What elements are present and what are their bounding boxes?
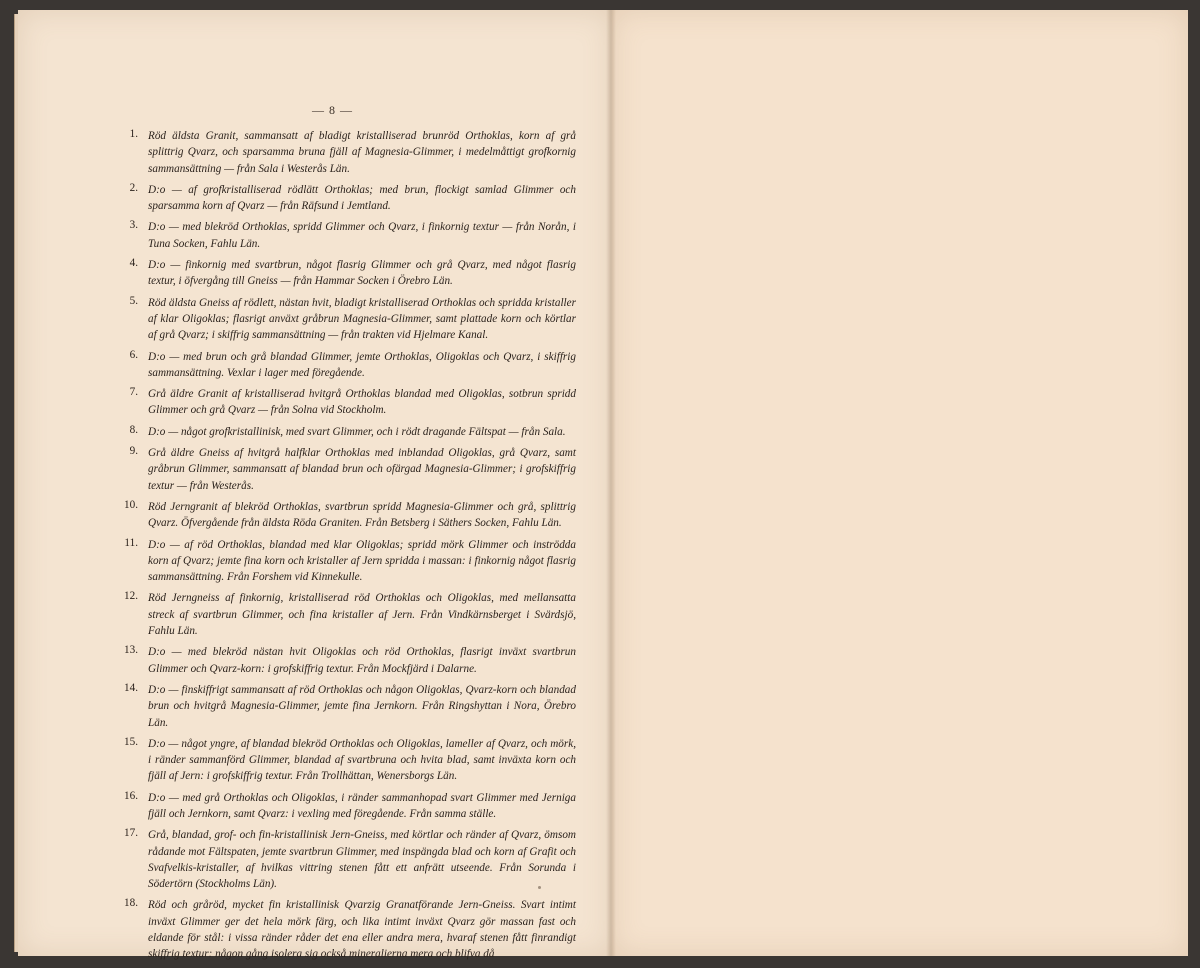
- specimen-entry: [118, 827, 576, 892]
- entry-text: D:o — med blekröd nästan hvit Oligoklas och röd Orthoklas, flasrigt inväxt svartbrun Glimmer och Qvarz-korn: i grofskiffrig textur. Från Mockfjärd i Dalarne.: [148, 646, 576, 675]
- entry-number: 10.: [124, 498, 138, 511]
- entry-number: 5.: [129, 294, 138, 307]
- entry-text: Röd Jerngneiss af finkornig, kristalliserad röd Orthoklas och Oligoklas, med mellansatta streck af svartbrun Glimmer, och fina kristaller af Jern. Från Vindkärnsberget i Svärdsjö, Fahlu Län.: [148, 592, 576, 638]
- entry-number: 16.: [124, 789, 138, 802]
- entry-number: 15.: [124, 735, 138, 748]
- entry-text: D:o — med grå Orthoklas och Oligoklas, i ränder sammanhopad svart Glimmer med Jerniga fjäll och Jernkorn, samt Qvarz: i vexling med föregående. Från samma ställe.: [148, 791, 576, 820]
- right-page-blank: [612, 10, 1188, 956]
- entry-number: 18.: [124, 897, 138, 910]
- book-gutter: [606, 10, 616, 956]
- entry-number: 8.: [129, 423, 138, 436]
- specimen-entry: [118, 499, 576, 532]
- entry-text: D:o — af grofkristalliserad rödlätt Orthoklas; med brun, flockigt samlad Glimmer och sparsamma korn af Qvarz — från Räfsund i Jemtland.: [148, 183, 576, 213]
- entry-text: D:o — finkornig med svartbrun, något flasrig Glimmer och grå Qvarz, med något flasrig textur, i öfvergång till Gneiss — från Hammar Socken i Örebro Län.: [148, 259, 576, 288]
- specimen-entry: [118, 349, 576, 382]
- specimen-entry: [118, 295, 576, 344]
- specimen-entry: [118, 682, 576, 731]
- entry-number: 7.: [129, 386, 138, 399]
- entry-number: 14.: [124, 681, 138, 694]
- specimen-entry: [118, 644, 576, 677]
- entry-text: D:o — något grofkristallinisk, med svart Glimmer, och i rödt dragande Fältspat — från Sala.: [148, 425, 566, 438]
- specimen-entry: [118, 736, 576, 785]
- entry-number: 17.: [124, 827, 138, 840]
- entry-number: 3.: [129, 219, 138, 232]
- specimen-entry: [118, 182, 576, 215]
- specimen-entry: [118, 897, 576, 962]
- entry-text: D:o — finskiffrigt sammansatt af röd Orthoklas och någon Oligoklas, Qvarz-korn och blandad brun och hvitgrå Magnesia-Glimmer, jemte fina Jernkorn. Från Ringshyttan i Nora, Örebro Län.: [148, 683, 576, 729]
- entry-number: 6.: [129, 348, 138, 361]
- entry-text: D:o — med blekröd Orthoklas, spridd Glimmer och Qvarz, i finkornig textur — från Norån, i Tuna Socken, Fahlu Län.: [148, 221, 576, 250]
- entry-text: D:o — något yngre, af blandad blekröd Orthoklas och Oligoklas, lameller af Qvarz, och mörk, i ränder sammanförd Glimmer, blandad af svartbruna och hvita blad, samt inväxta korn och fjäll af Jern: i grofskiffrig textur. Från Trollhättan, Wenersborgs Län.: [148, 737, 576, 783]
- entry-text: Röd Jerngranit af blekröd Orthoklas, svartbrun spridd Magnesia-Glimmer och grå, splittrig Qvarz. Öfvergående från äldsta Röda Graniten. Från Betsberg i Säthers Socken, Fahlu Län.: [148, 500, 576, 530]
- entry-text: Grå äldre Granit af kristalliserad hvitgrå Orthoklas blandad med Oligoklas, sotbrun spridd Glimmer och grå Qvarz — från Solna vid Stockholm.: [148, 388, 576, 417]
- specimen-entry: [118, 424, 576, 440]
- specimen-entry: [118, 790, 576, 823]
- entry-number: 13.: [124, 644, 138, 657]
- page-number: — 8 —: [312, 103, 353, 117]
- paper-spot: [538, 886, 541, 889]
- entry-text: Röd äldsta Gneiss af rödlett, nästan hvit, bladigt kristalliserad Orthoklas och spridda kristaller af klar Oligoklas; flasrigt anväxt gråbrun Magnesia-Glimmer, samt plattade korn och körtlar af grå Qvarz; i skiffrig sammansättning — från trakten vid Hjelmare Kanal.: [148, 296, 576, 342]
- entry-text: Grå äldre Gneiss af hvitgrå halfklar Orthoklas med inblandad Oligoklas, grå Qvarz, samt gråbrun Glimmer, sammansatt af blandad brun och ofärgad Magnesia-Glimmer; i grofskiffrig textur — från Westerås.: [148, 447, 576, 492]
- entry-text: D:o — af röd Orthoklas, blandad med klar Oligoklas; spridd mörk Glimmer och inströdda korn af Qvarz; jemte fina korn och kristaller af Jern spridda i massan: i finkornig något flasrig sammansättning. Från Forshem vid Kinnekulle.: [148, 538, 576, 584]
- entry-text: Grå, blandad, grof- och fin-kristallinisk Jern-Gneiss, med körtlar och ränder af Qvarz, ömsom rådande mot Fältspaten, jemte svartbrun Glimmer, med inspängda blad och korn af Grafit och Svafvelkis-kristaller, af hvilkas vittring stenen fått ett anfrätt utseende. Från Sorunda i Södertörn (Stockholms Län).: [148, 829, 576, 891]
- entry-number: 2.: [129, 181, 138, 194]
- specimen-entry: [118, 257, 576, 290]
- specimen-entry: [118, 386, 576, 419]
- specimen-entry: [118, 537, 576, 586]
- entry-text: D:o — med brun och grå blandad Glimmer, jemte Orthoklas, Oligoklas och Qvarz, i skiffrig sammansättning. Vexlar i lager med föregående.: [148, 350, 576, 379]
- entry-number: 9.: [129, 445, 138, 458]
- specimen-entry: [118, 128, 576, 177]
- entry-text: Röd äldsta Granit, sammansatt af bladigt kristalliserad brunröd Orthoklas, korn af grå splittrig Qvarz, och sparsamma bruna fjäll af Magnesia-Glimmer, i medelmåttigt grofkornig sammansättning — från Sala i Westerås Län.: [148, 130, 576, 175]
- specimen-entry: [118, 445, 576, 494]
- entry-number: 11.: [124, 536, 138, 549]
- entry-number: 1.: [129, 128, 138, 140]
- specimen-entry: [118, 219, 576, 252]
- specimen-entry: [118, 590, 576, 639]
- entry-number: 4.: [129, 257, 138, 270]
- entry-text: Röd och gråröd, mycket fin kristallinisk Qvarzig Granatförande Jern-Gneiss. Svart intimt inväxt Glimmer ger det hela mörk färg, och lika intimt inväxt Qvarz gör massan fast och eldande för stål: i vissa ränder råder det ena eller andra mera, hvaraf stenen fått finrandigt skiffrig textur: någon gång isolera sig också mineralierna mera och blifva då: [148, 899, 576, 961]
- entry-number: 12.: [124, 590, 138, 603]
- specimen-list: [118, 128, 576, 968]
